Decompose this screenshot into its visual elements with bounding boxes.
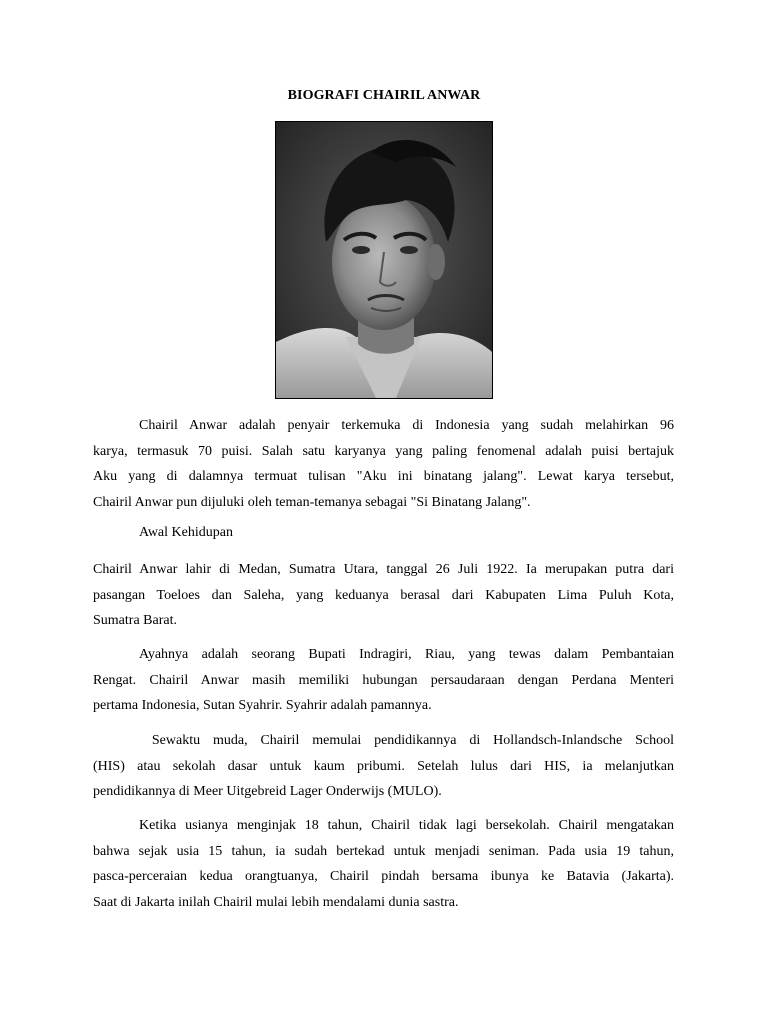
text-line: pasca-perceraian kedua orangtuanya, Chairil pindah bersama ibunya ke Batavia (Jakarta).	[93, 869, 674, 884]
portrait-photo	[275, 121, 493, 399]
text-line: (HIS) atau sekolah dasar untuk kaum pribumi. Setelah lulus dari HIS, ia melanjutkan	[93, 758, 674, 774]
text-line: Aku yang di dalamnya termuat tulisan "Aku ini binatang jalang". Lewat karya tersebut,	[93, 469, 674, 484]
paragraph-1	[93, 413, 674, 515]
text-line: Sumatra Barat.	[93, 613, 177, 628]
text-line: Rengat. Chairil Anwar masih memiliki hubungan persaudaraan dengan Perdana Menteri	[93, 672, 674, 688]
text-line: pertama Indonesia, Sutan Syahrir. Syahrir adalah pamannya.	[93, 698, 432, 713]
text-line: Ketika usianya menginjak 18 tahun, Chairil tidak lagi bersekolah. Chairil mengatakan	[139, 818, 674, 833]
text-line: Sewaktu muda, Chairil memulai pendidikannya di Hollandsch-Inlandsche School	[139, 733, 674, 748]
paragraph-3	[93, 642, 674, 719]
paragraph-4	[93, 728, 674, 805]
paragraph-2	[93, 557, 674, 634]
text-line: Ayahnya adalah seorang Bupati Indragiri, Riau, yang tewas dalam Pembantaian	[139, 647, 674, 662]
text-line: Chairil Anwar pun dijuluki oleh teman-temanya sebagai "Si Binatang Jalang".	[93, 494, 531, 510]
document-title: BIOGRAFI CHAIRIL ANWAR	[287, 88, 481, 103]
text-line: Chairil Anwar adalah penyair terkemuka di Indonesia yang sudah melahirkan 96	[139, 418, 674, 433]
text-line: Saat di Jakarta inilah Chairil mulai lebih mendalami dunia sastra.	[93, 894, 459, 910]
text-line: pasangan Toeloes dan Saleha, yang keduanya berasal dari Kabupaten Lima Puluh Kota,	[93, 587, 674, 603]
paragraph-5	[93, 813, 674, 915]
section-heading: Awal Kehidupan	[139, 525, 233, 540]
text-line: bahwa sejak usia 15 tahun, ia sudah bertekad untuk menjadi seniman. Pada usia 19 tahun,	[93, 843, 674, 859]
text-line: Chairil Anwar lahir di Medan, Sumatra Utara, tanggal 26 Juli 1922. Ia merupakan putra dari	[93, 562, 674, 577]
text-line: pendidikannya di Meer Uitgebreid Lager Onderwijs (MULO).	[93, 784, 442, 799]
text-line: karya, termasuk 70 puisi. Salah satu karyanya yang paling fenomenal adalah puisi bertajuk	[93, 443, 674, 459]
